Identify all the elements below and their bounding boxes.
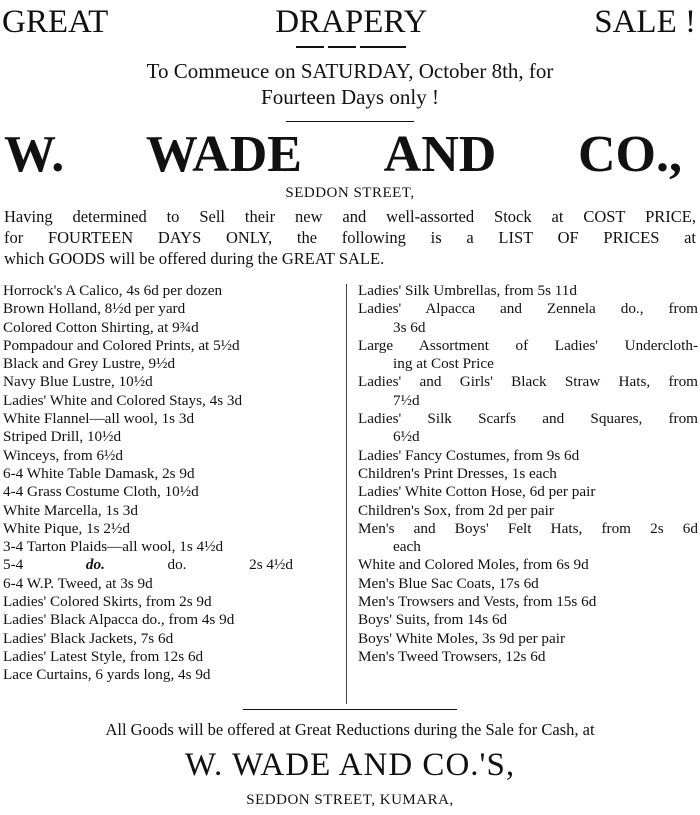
ornament-rule: [328, 46, 356, 48]
price-list-item: Ladies' Colored Skirts, from 2s 9d: [3, 593, 212, 611]
firm-street: SEDDON STREET,: [285, 185, 415, 201]
ditto-row: [3, 556, 293, 574]
price-list-item: Navy Blue Lustre, 10½d: [3, 373, 153, 391]
price-list-item: Ladies' White and Colored Stays, 4s 3d: [3, 391, 243, 409]
intro-line: which GOODS will be offered during the GREAT SALE.: [4, 249, 385, 268]
footer-street: SEDDON STREET, KUMARA,: [246, 792, 454, 808]
announcement-line-1: To Commeuce on SATURDAY, October 8th, for: [146, 59, 554, 83]
price-list-item: Men's Blue Sac Coats, 17s 6d: [358, 574, 539, 592]
headline: [0, 2, 700, 42]
price-list-item: White Flannel—all wool, 1s 3d: [3, 410, 195, 428]
price-list-item: Boys' White Moles, 3s 9d per pair: [358, 629, 566, 647]
price-list-item: Boys' Suits, from 14s 6d: [358, 611, 508, 629]
price-list-item: Black and Grey Lustre, 9½d: [3, 355, 176, 373]
firm-word: WADE: [145, 126, 302, 183]
price-list-item: Children's Sox, from 2d per pair: [358, 501, 554, 519]
price-list-item: Men's Trowsers and Vests, from 15s 6d: [358, 593, 597, 611]
firm-name: [0, 126, 700, 184]
price-list-item: Brown Holland, 8½d per yard: [3, 300, 186, 318]
firm-word: W.: [4, 126, 65, 183]
price-list-item: Striped Drill, 10½d: [3, 428, 122, 446]
price-list-item: Pompadour and Colored Prints, at 5½d: [3, 336, 240, 354]
price-list-item: [358, 300, 698, 337]
footer-firm-name: W. WADE AND CO.'S,: [184, 747, 516, 783]
price-list-item: Ladies' Silk Umbrellas, from 5s 11d: [358, 282, 577, 299]
price-list-item-line: Ladies' Silk Scarfs and Squares, from: [358, 410, 698, 428]
price-list-item-line: Large Assortment of Ladies' Undercloth-: [358, 336, 698, 354]
announcement-line-2: Fourteen Days only !: [261, 85, 439, 109]
price-list-item: Winceys, from 6½d: [3, 446, 124, 464]
headline-word: SALE !: [594, 4, 696, 40]
ditto-mark: do.: [167, 556, 187, 574]
price-list-item: [358, 373, 698, 410]
firm-word: AND: [383, 126, 497, 183]
price-list-item: Children's Print Dresses, 1s each: [358, 464, 557, 482]
price-list-right: [358, 282, 698, 666]
column-divider: [346, 284, 347, 704]
footer-notice: All Goods will be offered at Great Reductions during the Sale for Cash, at: [105, 720, 595, 739]
price-list-item: White and Colored Moles, from 6s 9d: [358, 556, 589, 574]
ornament-rule: [296, 46, 324, 48]
price-list-item: [358, 410, 698, 447]
price-list-item-line: Men's and Boys' Felt Hats, from 2s 6d: [358, 519, 698, 537]
ornament-rule: [360, 46, 406, 48]
ditto-price: 2s 4½d: [249, 556, 293, 574]
price-list-item: Ladies' Black Alpacca do., from 4s 9d: [3, 611, 235, 629]
price-list-item: Ladies' Black Jackets, 7s 6d: [3, 629, 174, 647]
section-rule: [286, 121, 414, 122]
price-list-item-continuation: 7½d: [393, 391, 420, 409]
headline-word: GREAT: [2, 4, 109, 40]
price-list-item: White Marcella, 1s 3d: [3, 501, 138, 519]
price-list-item: Colored Cotton Shirting, at 9¾d: [3, 318, 199, 336]
ditto-size: 5-4: [3, 556, 24, 574]
price-list-item-continuation: 6½d: [393, 428, 420, 446]
price-list-item: 6-4 W.P. Tweed, at 3s 9d: [3, 574, 153, 592]
section-rule: [243, 709, 457, 710]
price-list-item: [358, 520, 698, 557]
price-list-item: Horrock's A Calico, 4s 6d per dozen: [3, 282, 223, 299]
ditto-mark: do.: [85, 556, 105, 574]
price-list-item-continuation: 3s 6d: [393, 318, 426, 336]
price-list-item: Men's Tweed Trowsers, 12s 6d: [358, 647, 546, 665]
price-list-item: White Pique, 1s 2½d: [3, 519, 130, 537]
price-list-item: [358, 337, 698, 374]
intro-line: for FOURTEEN DAYS ONLY, the following is a LIST OF PRICES at: [4, 228, 696, 247]
price-list-item: Lace Curtains, 6 yards long, 4s 9d: [3, 666, 211, 684]
price-list-item: 6-4 White Table Damask, 2s 9d: [3, 464, 195, 482]
price-list-item: 4-4 Grass Costume Cloth, 10½d: [3, 483, 199, 501]
price-list-item-line: Ladies' and Girls' Black Straw Hats, from: [358, 373, 698, 391]
price-list-item-continuation: ing at Cost Price: [393, 355, 494, 373]
price-list-item-line: Ladies' Alpacca and Zennela do., from: [358, 300, 698, 318]
firm-word: CO.,: [578, 126, 682, 183]
price-list-left: [3, 282, 341, 685]
price-list-item: Ladies' White Cotton Hose, 6d per pair: [358, 483, 596, 501]
price-list-item: 3-4 Tarton Plaids—all wool, 1s 4½d: [3, 538, 224, 556]
price-list-item: Ladies' Fancy Costumes, from 9s 6d: [358, 446, 580, 464]
price-list-item-continuation: each: [393, 538, 421, 556]
price-list-item: Ladies' Latest Style, from 12s 6d: [3, 647, 204, 665]
headline-word: DRAPERY: [275, 4, 428, 40]
intro-line: Having determined to Sell their new and well-assorted Stock at COST PRICE,: [4, 207, 696, 226]
